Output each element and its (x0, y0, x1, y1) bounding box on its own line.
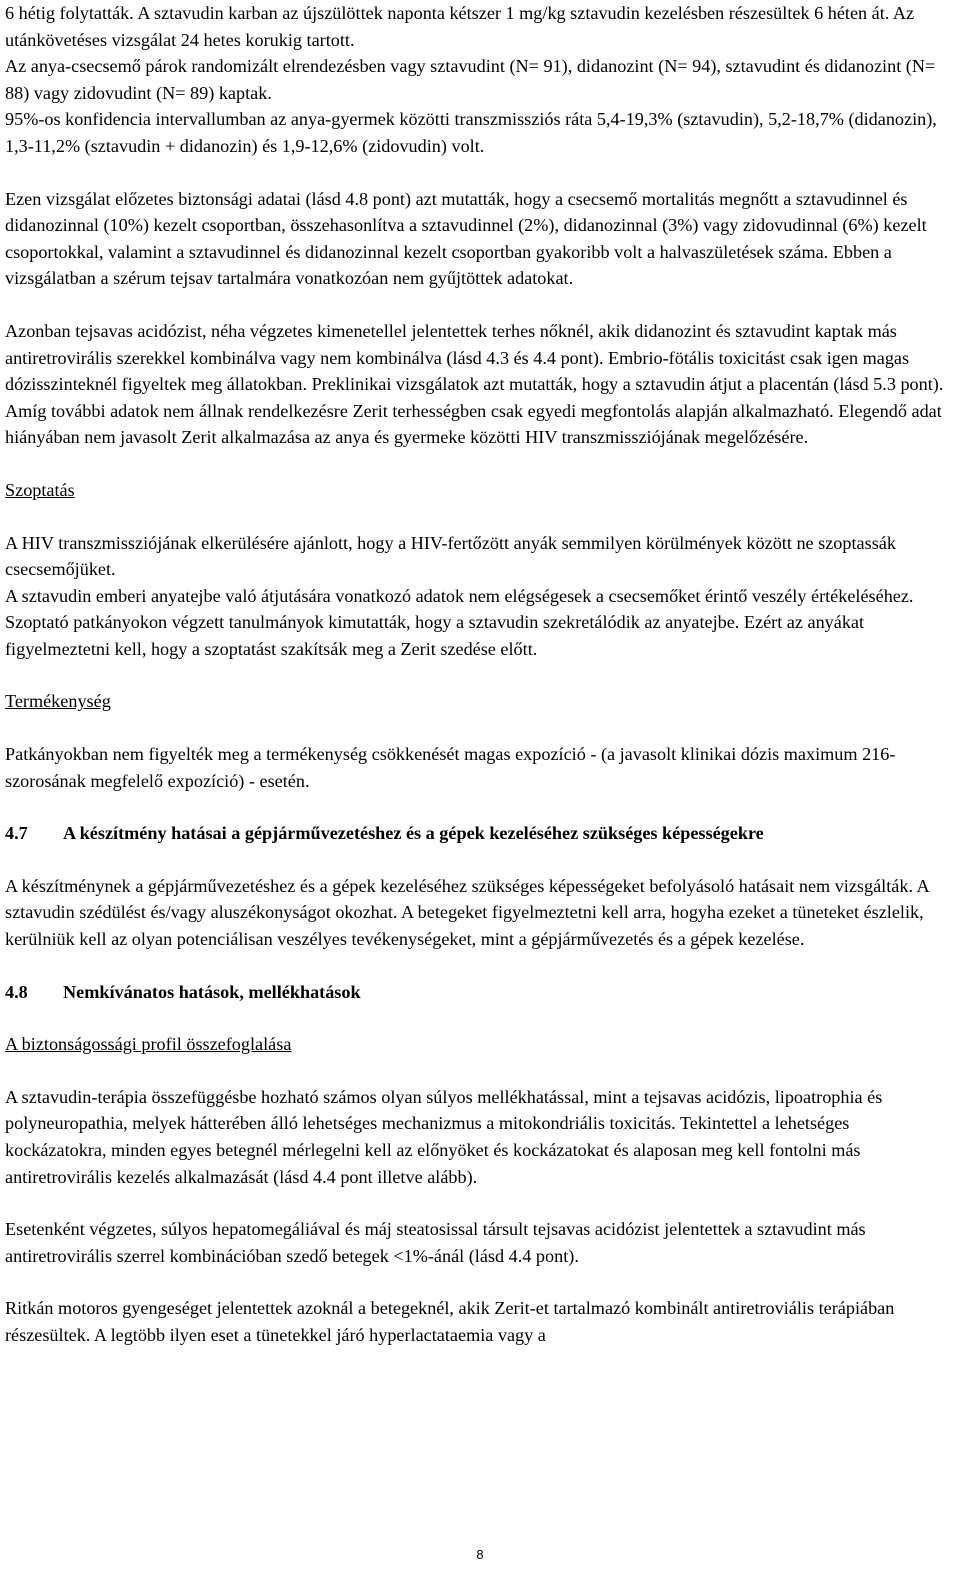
heading-breastfeeding: Szoptatás (5, 479, 75, 500)
paragraph-lactic-acidosis: Azonban tejsavas acidózist, néha végzetes kimenetellel jelentettek terhes nőknél, akik didanozint és sztavudint kaptak más antiretrovirális szerekkel kombinálva vagy nem kombinálva (lásd 4.3 és 4.4 pont). Embrio-fötális toxicitást csak igen magas dózisszinteknél figyeltek meg állatokban. Preklinikai vizsgálatok azt mutatták, hogy a sztavudin átjut a placentán (lásd 5.3 pont). Amíg további adatok nem állnak rendelkezésre Zerit terhességben csak egyedi megfontolás alapján alkalmazható. Elegendő adat hiányában nem javasolt Zerit alkalmazása az anya és gyermeke közötti HIV transzmissziójának megelőzésére. (5, 320, 944, 448)
section-number-4-8: 4.8 (5, 981, 28, 1002)
paragraph-hepatomegaly: Esetenként végzetes, súlyos hepatomegáliával és máj steatosissal társult tejsavas acidózist jelentettek a sztavudint más antiretrovirális szerrel kombinációban szedő betegek <1%-ánál (lásd 4.4 pont). (5, 1219, 866, 1266)
paragraph-breastfeeding-2: A sztavudin emberi anyatejbe való átjutására vonatkozó adatok nem elégségesek a csecsemőket érintő veszély értékeléséhez. Szoptató patkányokon végzett tanulmányok kimutatták, hogy a sztavudin szekretálódik az anyatejbe. Ezért az anyákat figyelmeztetni kell, hogy a szoptatást szakítsák meg a Zerit szedése előtt. (5, 585, 914, 659)
section-title-4-8: Nemkívánatos hatások, mellékhatások (63, 981, 361, 1002)
paragraph-randomization: Az anya-csecsemő párok randomizált elrendezésben vagy sztavudint (N= 91), didanozint (N= 94), sztavudint és didanozint (N= 88) vagy zidovudint (N= 89) kaptak. (5, 56, 936, 103)
heading-fertility: Termékenység (5, 691, 111, 712)
paragraph-motor-weakness: Ritkán motoros gyengeséget jelentettek azoknál a betegeknél, akik Zerit-et tartalmazó kombinált antiretroviális terápiában részesültek. A legtöbb ilyen eset a tünetekkel járó hyperlactataemia vagy a (5, 1298, 895, 1345)
subheading-safety-profile: A biztonságossági profil összefoglalása (5, 1034, 292, 1055)
paragraph-trial-duration: 6 hétig folytatták. A sztavudin karban az újszülöttek naponta kétszer 1 mg/kg sztavudin kezelésben részesültek 6 héten át. Az utánkövetéses vizsgálat 24 hetes korukig tartott. (5, 3, 915, 50)
paragraph-safety-profile: A sztavudin-terápia összefüggésbe hozható számos olyan súlyos mellékhatással, mint a tejsavas acidózis, lipoatrophia és polyneuropathia, melyek hátterében álló lehetséges mechanizmus a mitokondriális toxicitás. Tekintettel a lehetséges kockázatokra, minden egyes betegnél mérlegelni kell az előnyöket és kockázatokat és alaposan meg kell fontolni más antiretrovirális kezelés alkalmazását (lásd 4.4 pont illetve alább). (5, 1086, 883, 1187)
section-title-4-7: A készítmény hatásai a gépjárművezetéshez és a gépek kezeléséhez szükséges képességekre (63, 823, 764, 844)
section-number-4-7: 4.7 (5, 823, 28, 844)
paragraph-fertility: Patkányokban nem figyelték meg a termékenység csökkenését magas expozíció - (a javasolt klinikai dózis maximum 216-szorosának megfelelő expozíció) - esetén. (5, 744, 896, 791)
section-heading-4-7 (5, 820, 955, 847)
paragraph-confidence-interval: 95%-os konfidencia intervallumban az anya-gyermek közötti transzmissziós ráta 5,4-19,3% (sztavudin), 5,2-18,7% (didanozin), 1,3-11,2% (sztavudin + didanozin) és 1,9-12,6% (zidovudin) volt. (5, 109, 937, 156)
document-page (5, 0, 955, 1349)
page-number: 8 (476, 1547, 484, 1562)
paragraph-breastfeeding-1: A HIV transzmissziójának elkerülésére ajánlott, hogy a HIV-fertőzött anyák semmilyen körülmények között ne szoptassák csecsemőjüket. (5, 532, 896, 580)
section-heading-4-8 (5, 979, 955, 1006)
paragraph-driving-ability: A készítménynek a gépjárművezetéshez és a gépek kezeléséhez szükséges képességeket befolyásoló hatásait nem vizsgálták. A sztavudin szédülést és/vagy aluszékonyságot okozhat. A betegeket figyelmeztetni kell arra, hogyha ezeket a tüneteket észlelik, kerülniük kell az olyan potenciálisan veszélyes tevékenységeket, mint a gépjárművezetés és a gépek kezelése. (5, 875, 929, 950)
paragraph-safety-data: Ezen vizsgálat előzetes biztonsági adatai (lásd 4.8 pont) azt mutatták, hogy a csecsemő mortalitás megnőtt a sztavudinnel és didanozinnal (10%) kezelt csoportban, összehasonlítva a sztavudinnel (2%), didanozinnal (3%) vagy zidovudinnal (6%) kezelt csoportokkal, valamint a sztavudinnel és didanozinnal kezelt csoportban gyakoribb volt a halvaszületések száma. Ebben a vizsgálatban a szérum tejsav tartalmára vonatkozóan nem gyűjtöttek adatokat. (5, 188, 927, 289)
